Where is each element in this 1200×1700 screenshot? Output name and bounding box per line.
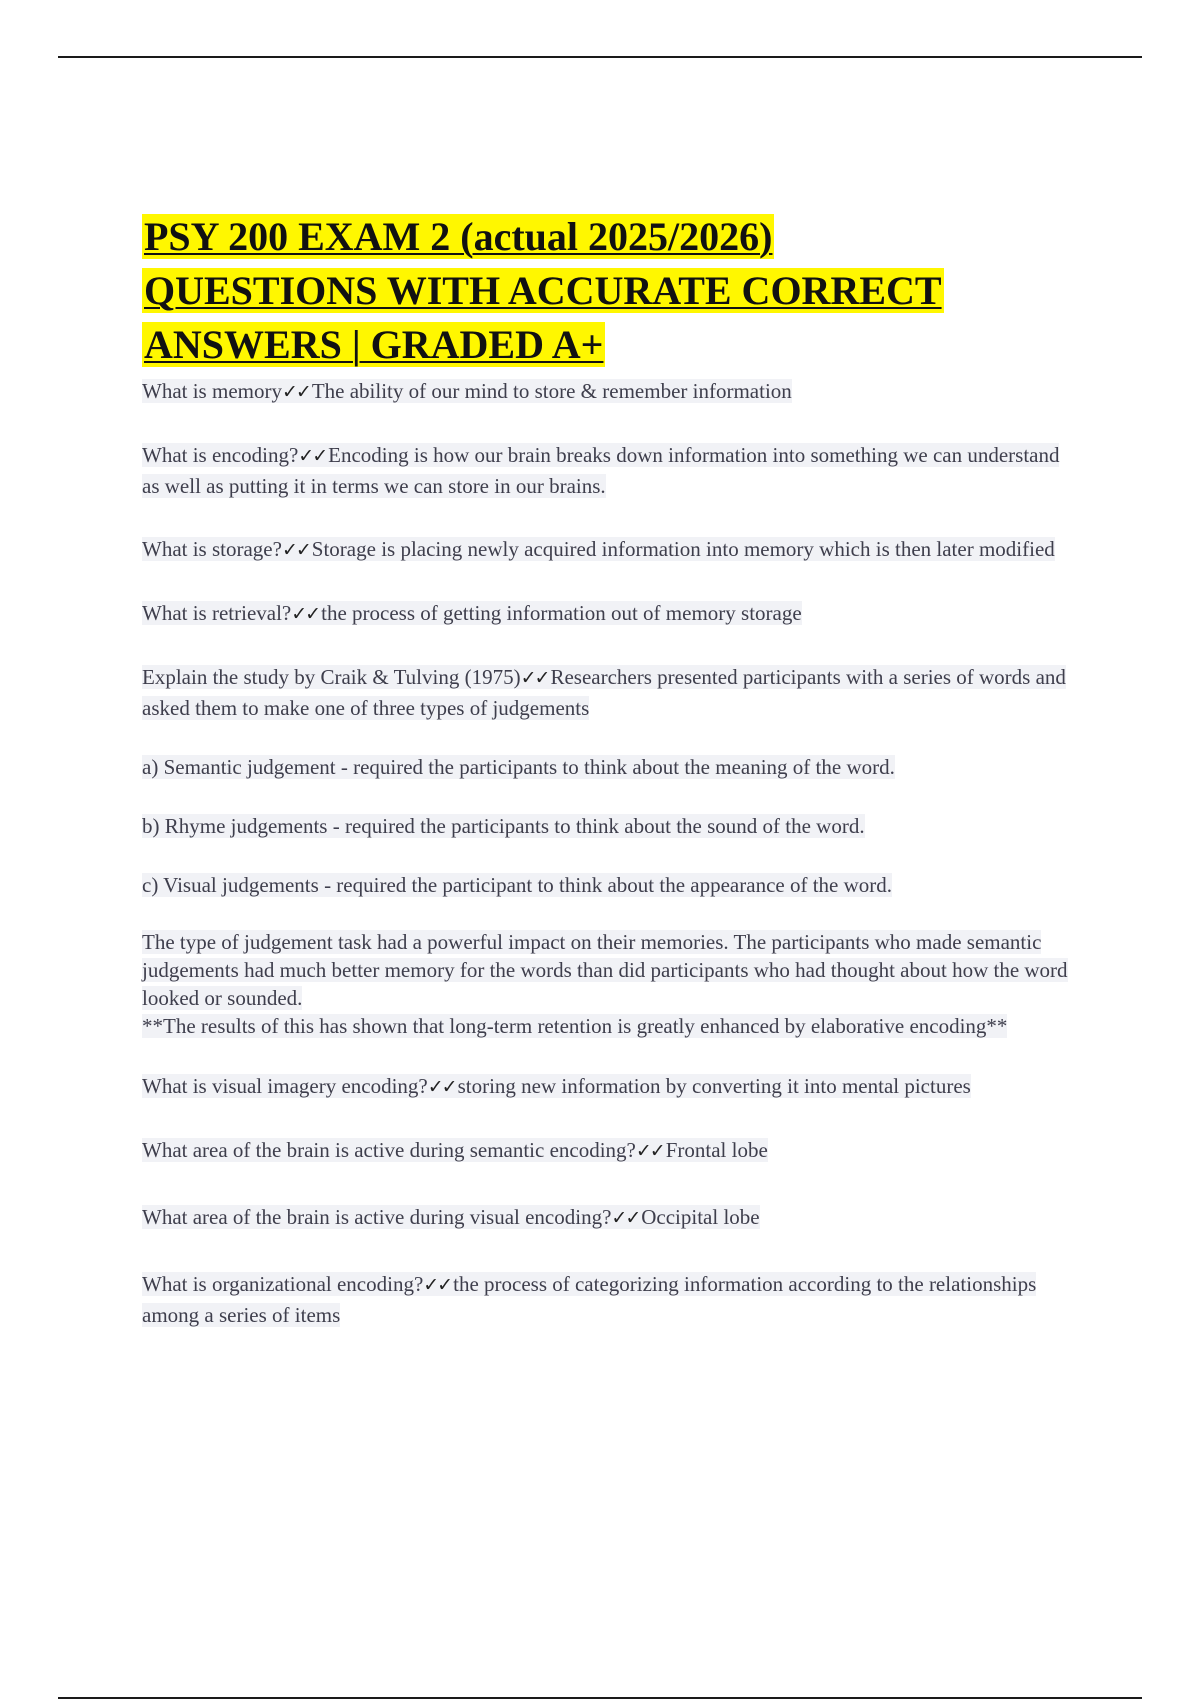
question-text: What is retrieval?: [142, 601, 292, 625]
qa-item: [142, 440, 1072, 501]
answer-text: Researchers presented participants with a series of words and asked them to make one of three types of judgements: [142, 665, 1066, 720]
question-text: What is storage?: [142, 537, 282, 561]
question-text: What is organizational encoding?: [142, 1272, 424, 1296]
answer-text: storing new information by converting it into mental pictures: [457, 1074, 971, 1098]
qa-item: [142, 1202, 1072, 1233]
double-check-icon: ✓✓: [611, 1207, 640, 1229]
answer-text: Occipital lobe: [641, 1205, 760, 1229]
qa-item: [142, 1135, 1072, 1166]
qa-item: [142, 376, 1072, 407]
question-text: What is memory: [142, 379, 282, 403]
document-body: [142, 210, 1072, 1330]
summary-paragraph: The type of judgement task had a powerful impact on their memories. The participants who made semantic judgements had much better memory for the words than did participants who had thought about how the word looked or sounded.: [142, 930, 1068, 1010]
double-check-icon: ✓✓: [291, 603, 320, 625]
question-text: What area of the brain is active during semantic encoding?: [142, 1138, 636, 1162]
question-text: What is encoding?: [142, 443, 299, 467]
title-line-3: ANSWERS | GRADED A+: [144, 322, 604, 367]
title-line-1: PSY 200 EXAM 2 (actual 2025/2026): [144, 214, 773, 259]
question-text: What area of the brain is active during visual encoding?: [142, 1205, 612, 1229]
list-item: b) Rhyme judgements - required the participants to think about the sound of the word.: [142, 814, 865, 838]
double-check-icon: ✓✓: [281, 381, 310, 403]
double-check-icon: ✓✓: [298, 445, 327, 467]
double-check-icon: ✓✓: [423, 1274, 452, 1296]
double-check-icon: ✓✓: [520, 667, 549, 689]
top-rule: [58, 56, 1142, 58]
double-check-icon: ✓✓: [281, 539, 310, 561]
double-check-icon: ✓✓: [427, 1076, 456, 1098]
qa-item: [142, 598, 1072, 629]
answer-text: the process of categorizing information according to the relationships among a series of items: [142, 1272, 1037, 1327]
question-text: What is visual imagery encoding?: [142, 1074, 428, 1098]
bottom-rule: [58, 1697, 1142, 1699]
list-item: a) Semantic judgement - required the participants to think about the meaning of the word.: [142, 755, 895, 779]
qa-item: [142, 1071, 1072, 1102]
document-title: [142, 210, 1072, 372]
answer-text: Frontal lobe: [665, 1138, 768, 1162]
qa-item: [142, 1269, 1072, 1330]
question-text: Explain the study by Craik & Tulving (1975): [142, 665, 521, 689]
answer-text: Storage is placing newly acquired information into memory which is then later modified: [311, 537, 1055, 561]
title-line-2: QUESTIONS WITH ACCURATE CORRECT: [144, 268, 942, 313]
qa-item: [142, 534, 1072, 565]
answer-text: the process of getting information out of memory storage: [321, 601, 802, 625]
summary-conclusion: **The results of this has shown that long-term retention is greatly enhanced by elaborative encoding**: [142, 1014, 1008, 1038]
answer-text: Encoding is how our brain breaks down information into something we can understand as well as putting it in terms we can store in our brains.: [142, 443, 1060, 498]
answer-text: The ability of our mind to store & remember information: [311, 379, 792, 403]
double-check-icon: ✓✓: [635, 1140, 664, 1162]
list-item: c) Visual judgements - required the participant to think about the appearance of the word.: [142, 873, 893, 897]
qa-item: [142, 662, 1072, 723]
